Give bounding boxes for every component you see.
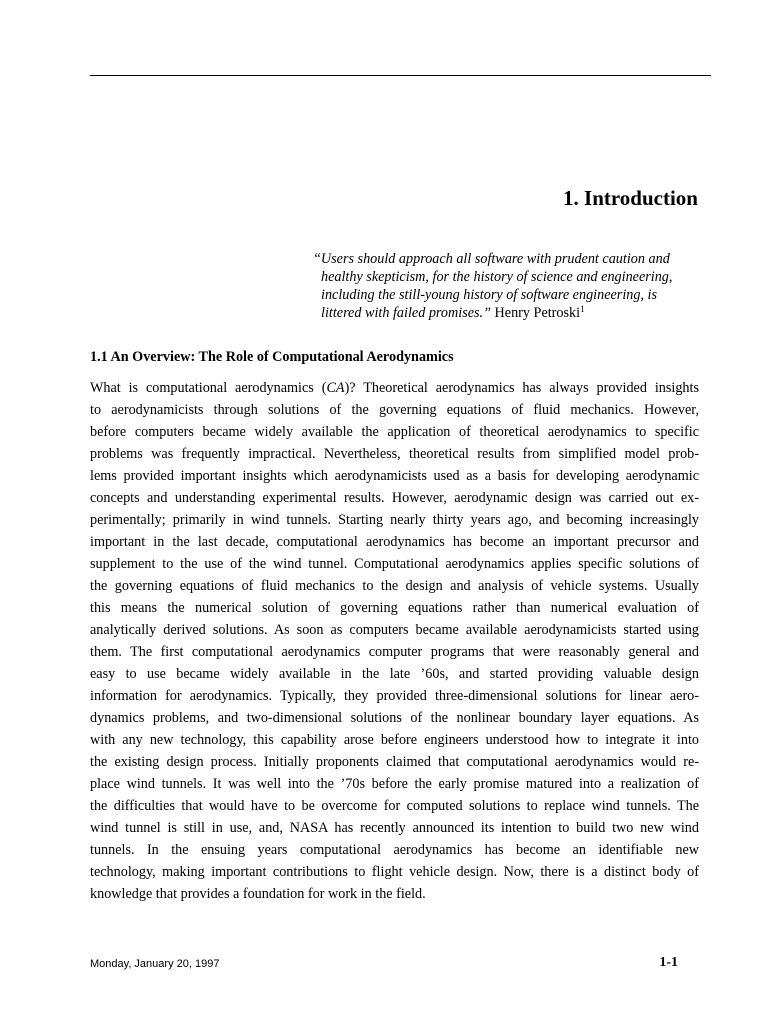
paragraph-line: important in the last decade, computational aerodynamics has become an important precursor and [90,534,699,550]
paragraph-line: concepts and understanding experimental results. However, aerodynamic design was carried out ex- [90,490,699,506]
paragraph-line: lems provided important insights which aerodynamicists used as a basis for developing aerodynamic [90,468,699,484]
paragraph-line: easy to use became widely available in the late ’60s, and started providing valuable design [90,666,699,682]
epigraph-line: including the still-young history of software engineering, is [321,287,658,303]
paragraph-line: the difficulties that would have to be overcome for computed solutions to replace wind tunnels. The [90,798,699,814]
paragraph-line: to aerodynamicists through solutions of the governing equations of fluid mechanics. However, [90,402,699,418]
chapter-title: 1. Introduction [563,186,698,210]
epigraph-quote-end: littered with failed promises.” [321,305,491,321]
text-run: )? Theoretical aerodynamics has always provided insights [344,380,699,396]
page-number: 1-1 [659,955,678,970]
text-run: What is computational aerodynamics ( [90,380,327,396]
paragraph-line: perimentally; primarily in wind tunnels. Starting nearly thirty years ago, and becoming increasingly [90,512,699,528]
paragraph-line: before computers became widely available the application of theoretical aerodynamics to specific [90,424,699,440]
paragraph-line: this means the numerical solution of governing equations rather than numerical evaluation of [90,600,699,616]
paragraph-line: technology, making important contributions to flight vehicle design. Now, there is a distinct body of [90,864,699,880]
header-rule [90,75,711,76]
paragraph-line [90,377,699,399]
epigraph-line: “Users should approach all software with prudent caution and [313,251,670,267]
paragraph-line: knowledge that provides a foundation for work in the field. [90,886,426,902]
paragraph-line: analytically derived solutions. As soon as computers became available aerodynamicists started using [90,622,699,638]
section-heading: 1.1 An Overview: The Role of Computational Aerodynamics [90,349,454,365]
epigraph-author: Henry Petroski [494,305,581,321]
paragraph-line: the existing design process. Initially proponents claimed that computational aerodynamics would re- [90,754,699,770]
paragraph-line: them. The first computational aerodynamics computer programs that were reasonably general and [90,644,699,660]
epigraph-last-line [313,304,713,322]
paragraph-line: supplement to the use of the wind tunnel. Computational aerodynamics applies specific solutions of [90,556,699,572]
paragraph-line: the governing equations of fluid mechanics to the design and analysis of vehicle systems. Usually [90,578,699,594]
footer-date: Monday, January 20, 1997 [90,958,220,970]
paragraph-line: tunnels. In the ensuing years computational aerodynamics has become an identifiable new [90,842,699,858]
abbreviation: CA [326,380,345,396]
body-paragraph [90,377,699,905]
epigraph-line: healthy skepticism, for the history of science and engineering, [321,269,673,285]
paragraph-line: problems was frequently impractical. Nevertheless, theoretical results from simplified model prob- [90,446,699,462]
paragraph-line: dynamics problems, and two-dimensional solutions of the nonlinear boundary layer equations. As [90,710,699,726]
paragraph-line: wind tunnel is still in use, and, NASA has recently announced its intention to build two new wind [90,820,699,836]
paragraph-line: place wind tunnels. It was well into the ’70s before the early promise matured into a realization of [90,776,699,792]
paragraph-line: with any new technology, this capability arose before engineers understood how to integrate it into [90,732,699,748]
epigraph [313,250,713,322]
paragraph-line: information for aerodynamics. Typically, they provided three-dimensional solutions for linear aero- [90,688,699,704]
footnote-mark: 1 [580,304,585,314]
